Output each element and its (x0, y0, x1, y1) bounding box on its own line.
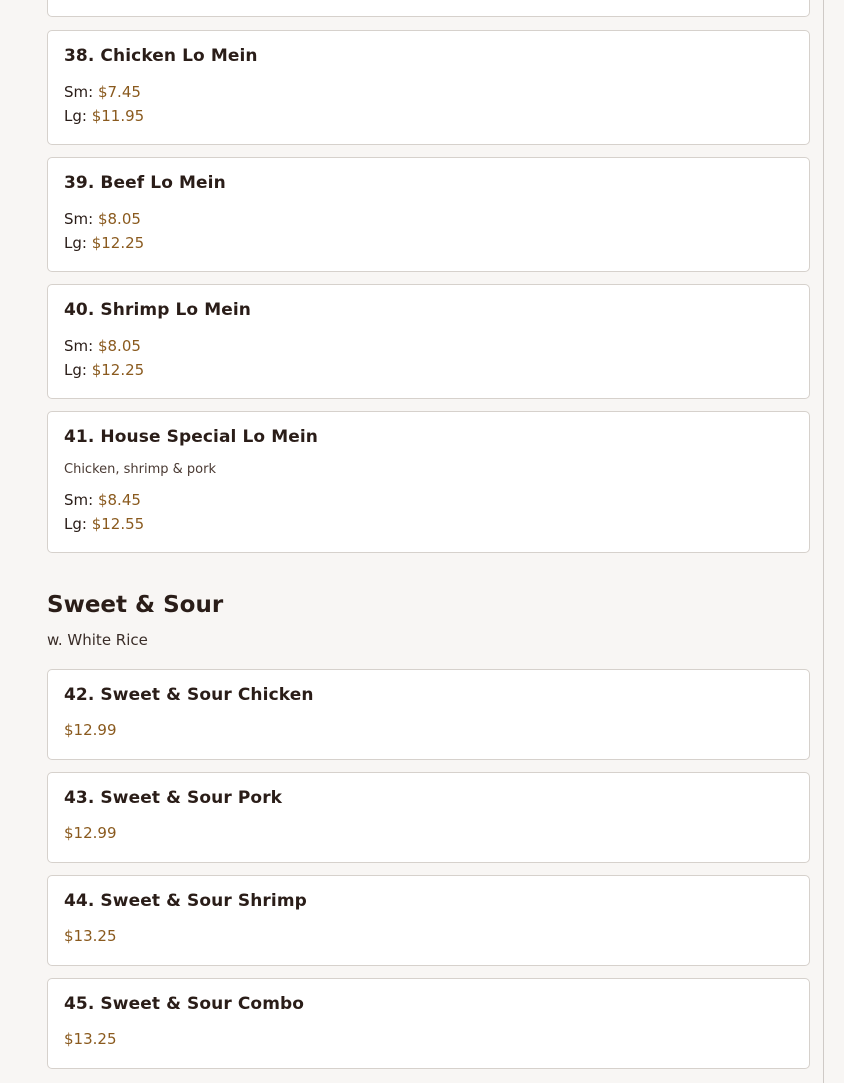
menu-item-title: 39. Beef Lo Mein (64, 173, 226, 193)
menu-item-title: 38. Chicken Lo Mein (64, 46, 258, 66)
menu-item-card[interactable] (47, 157, 810, 272)
menu-item-large-price-row (64, 361, 144, 379)
section-title: Sweet & Sour (47, 592, 224, 618)
menu-item-large-price-row (64, 107, 144, 125)
size-label-large: Lg: (64, 234, 87, 252)
large-price: $11.95 (91, 107, 145, 125)
menu-item-title: 41. House Special Lo Mein (64, 427, 318, 447)
size-label-small: Sm: (64, 210, 94, 228)
menu-item-card[interactable] (47, 978, 810, 1069)
menu-item-small-price-row (64, 491, 141, 509)
menu-item-title: 44. Sweet & Sour Shrimp (64, 891, 307, 911)
menu-item-large-price-row (64, 515, 144, 533)
large-price: $12.55 (91, 515, 145, 533)
menu-item-large-price-row (64, 234, 144, 252)
menu-item-card-partial (47, 0, 810, 17)
menu-item-card[interactable] (47, 411, 810, 553)
menu-item-card[interactable] (47, 875, 810, 966)
size-label-small: Sm: (64, 491, 94, 509)
menu-item-card[interactable] (47, 30, 810, 145)
menu-item-price: $13.25 (64, 927, 117, 945)
menu-item-title: 42. Sweet & Sour Chicken (64, 685, 314, 705)
size-label-small: Sm: (64, 83, 94, 101)
menu-item-title: 40. Shrimp Lo Mein (64, 300, 251, 320)
large-price: $12.25 (91, 361, 145, 379)
menu-item-small-price-row (64, 83, 141, 101)
size-label-large: Lg: (64, 515, 87, 533)
menu-item-card[interactable] (47, 669, 810, 760)
small-price: $8.05 (97, 210, 141, 228)
menu-item-card[interactable] (47, 284, 810, 399)
scroll-container-border (823, 0, 824, 1083)
small-price: $8.45 (97, 491, 141, 509)
size-label-large: Lg: (64, 107, 87, 125)
menu-item-title: 43. Sweet & Sour Pork (64, 788, 283, 808)
size-label-small: Sm: (64, 337, 94, 355)
menu-item-price: $13.25 (64, 1030, 117, 1048)
menu-item-card[interactable] (47, 772, 810, 863)
menu-item-description: Chicken, shrimp & pork (64, 462, 217, 477)
menu-item-price: $12.99 (64, 721, 117, 739)
menu-item-small-price-row (64, 210, 141, 228)
menu-item-title: 45. Sweet & Sour Combo (64, 994, 305, 1014)
menu-item-price: $12.99 (64, 824, 117, 842)
large-price: $12.25 (91, 234, 145, 252)
size-label-large: Lg: (64, 361, 87, 379)
section-subtitle: w. White Rice (47, 631, 148, 649)
small-price: $7.45 (97, 83, 141, 101)
small-price: $8.05 (97, 337, 141, 355)
menu-item-small-price-row (64, 337, 141, 355)
